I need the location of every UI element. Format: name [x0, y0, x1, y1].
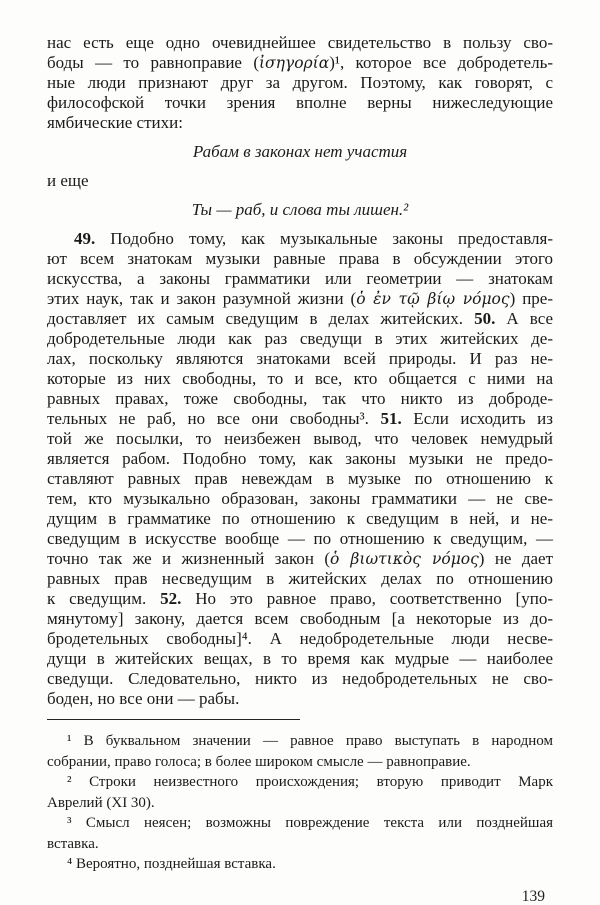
text-segment: нас есть еще одно очевиднейшее свидетельство в пользу сво-	[47, 33, 553, 52]
section-number: 51.	[380, 409, 402, 428]
text-line	[47, 73, 553, 93]
text-segment: тельных не раб, но все они свободны³.	[47, 409, 381, 428]
text-segment: вставка.	[47, 835, 99, 852]
paragraph	[47, 772, 553, 813]
text-segment: ² Строки неизвестного происхождения; вторую приводит Марк	[67, 774, 553, 790]
text-segment: ⁴ Вероятно, позднейшая вставка.	[67, 856, 276, 872]
text-line	[47, 752, 553, 773]
text-segment: ные люди признают друг за другом. Поэтому, как говорят, с	[47, 73, 553, 92]
text-line	[47, 569, 553, 589]
text-line	[47, 669, 553, 689]
section-number: 50.	[474, 309, 496, 328]
text-segment: дущим в грамматике по отношению к сведущим в ней, и не-	[47, 509, 553, 528]
text-segment: Подобно тому, как музыкальные законы предоставля-	[95, 229, 553, 248]
text-line	[47, 509, 553, 529]
text-segment: Аврелий (XI 30).	[47, 794, 155, 811]
greek-term: ἰσηγορία	[258, 54, 330, 72]
text-line	[47, 409, 553, 429]
text-segment: бродетельных свободны]⁴. А недобродетельные люди несве-	[47, 629, 553, 648]
text-segment: ставляют равных прав невеждам в музыке по отношению к	[47, 469, 553, 488]
text-segment: А все	[495, 309, 553, 328]
text-segment: мянутому] закону, дается всем свободным [а некоторые из до-	[47, 609, 553, 628]
verse-line: Ты — раб, и слова ты лишен.²	[191, 200, 409, 219]
text-segment: Но это равное право, соответственно [упо-	[181, 589, 553, 608]
text-segment: сведущим в искусстве вообще — по отношению к сведущим, —	[47, 529, 553, 548]
text-line	[47, 349, 553, 369]
text-line	[47, 369, 553, 389]
text-line	[47, 389, 553, 409]
text-line	[47, 689, 553, 709]
text-line	[47, 309, 553, 329]
text-line	[47, 609, 553, 629]
section-number: 52.	[160, 589, 182, 608]
text-line	[47, 772, 553, 793]
footnote-separator	[47, 719, 300, 720]
text-segment: является рабом. Подобно тому, как законы музыки не предо-	[47, 449, 553, 468]
text-segment: боды — то равноправие (	[47, 53, 259, 72]
text-segment: тем, кто музыкально образован, законы грамматики — не све-	[47, 489, 553, 508]
text-segment: собрании, право голоса; в более широком смысле — равноправие.	[47, 753, 471, 770]
paragraph	[47, 731, 553, 772]
paragraph	[47, 813, 553, 854]
paragraph	[47, 33, 553, 133]
greek-term: ὁ ἐν τῷ βίῳ νόμος	[356, 290, 510, 308]
paragraph	[47, 229, 553, 709]
text-segment: ¹ В буквальном значении — равное право выступать в народном	[67, 733, 553, 749]
text-line	[47, 249, 553, 269]
text-segment: ³ Смысл неясен; возможны повреждение текста или позднейшая	[67, 815, 553, 831]
greek-term: ὁ βιωτικὸς νόμος	[330, 550, 479, 568]
text-segment: искусства, а законы грамматики или геометрии — знатокам	[47, 269, 553, 288]
text-segment: ) не дает	[478, 549, 553, 568]
text-segment: этих наук, так и закон разумной жизни (	[47, 289, 357, 308]
text-line	[47, 629, 553, 649]
text-line	[47, 649, 553, 669]
text-line	[47, 813, 553, 834]
text-line	[47, 854, 553, 875]
text-segment: сведущи. Следовательно, никто из недобродетельных не сво-	[47, 669, 553, 688]
text-segment: )¹, которое все добродетель-	[329, 53, 553, 72]
text-line	[47, 53, 553, 73]
text-segment: равных прав несведущим в житейских делах по отношению	[47, 569, 553, 588]
text-segment: боден, но все они — рабы.	[47, 689, 240, 708]
text-line	[47, 449, 553, 469]
text-segment: к сведущим.	[47, 589, 161, 608]
text-segment: равных правах, тоже свободны, так что никто из доброде-	[47, 389, 553, 408]
paragraph	[47, 854, 553, 875]
text-line	[47, 429, 553, 449]
text-segment: лах, поскольку являются знатоками всей природы. И раз не-	[47, 349, 553, 368]
text-line	[47, 329, 553, 349]
section-number: 49.	[74, 229, 96, 248]
text-line	[47, 529, 553, 549]
footnotes-block	[47, 731, 553, 875]
text-segment: доставляет их самым сведущим в делах житейских.	[47, 309, 475, 328]
text-line	[47, 269, 553, 289]
text-segment: философской точки зрения вполне верны нижеследующие	[47, 93, 553, 112]
text-line	[47, 834, 553, 855]
connector-text: и еще	[47, 171, 89, 190]
text-segment: точно так же и жизненный закон (	[47, 549, 331, 568]
main-text-block	[47, 33, 553, 709]
text-line	[47, 113, 553, 133]
verse-line: Рабам в законах нет участия	[192, 142, 408, 161]
text-line	[47, 589, 553, 609]
text-segment: дущи в житейских вещах, в то время как мудрые — наиболее	[47, 649, 553, 668]
page-number: 139	[521, 887, 545, 905]
text-line	[47, 549, 553, 569]
text-segment: которые из них свободны, то и все, кто общается с ними на	[47, 369, 553, 388]
text-line	[47, 469, 553, 489]
text-line	[47, 289, 553, 309]
text-segment: добродетельные люди как раз сведущи в этих житейских де-	[47, 329, 553, 348]
text-line	[47, 33, 553, 53]
text-segment: ) пре-	[509, 289, 554, 308]
text-segment: ямбические стихи:	[47, 113, 183, 132]
text-segment: ют всем знатокам музыки равные права в обсуждении этого	[47, 249, 553, 268]
text-line	[47, 229, 553, 249]
text-line	[47, 93, 553, 113]
text-segment: той же посылки, то неизбежен вывод, что человек немудрый	[47, 429, 553, 448]
text-line	[47, 489, 553, 509]
text-line	[47, 793, 553, 814]
text-line	[47, 731, 553, 752]
text-segment: Если исходить из	[401, 409, 553, 428]
